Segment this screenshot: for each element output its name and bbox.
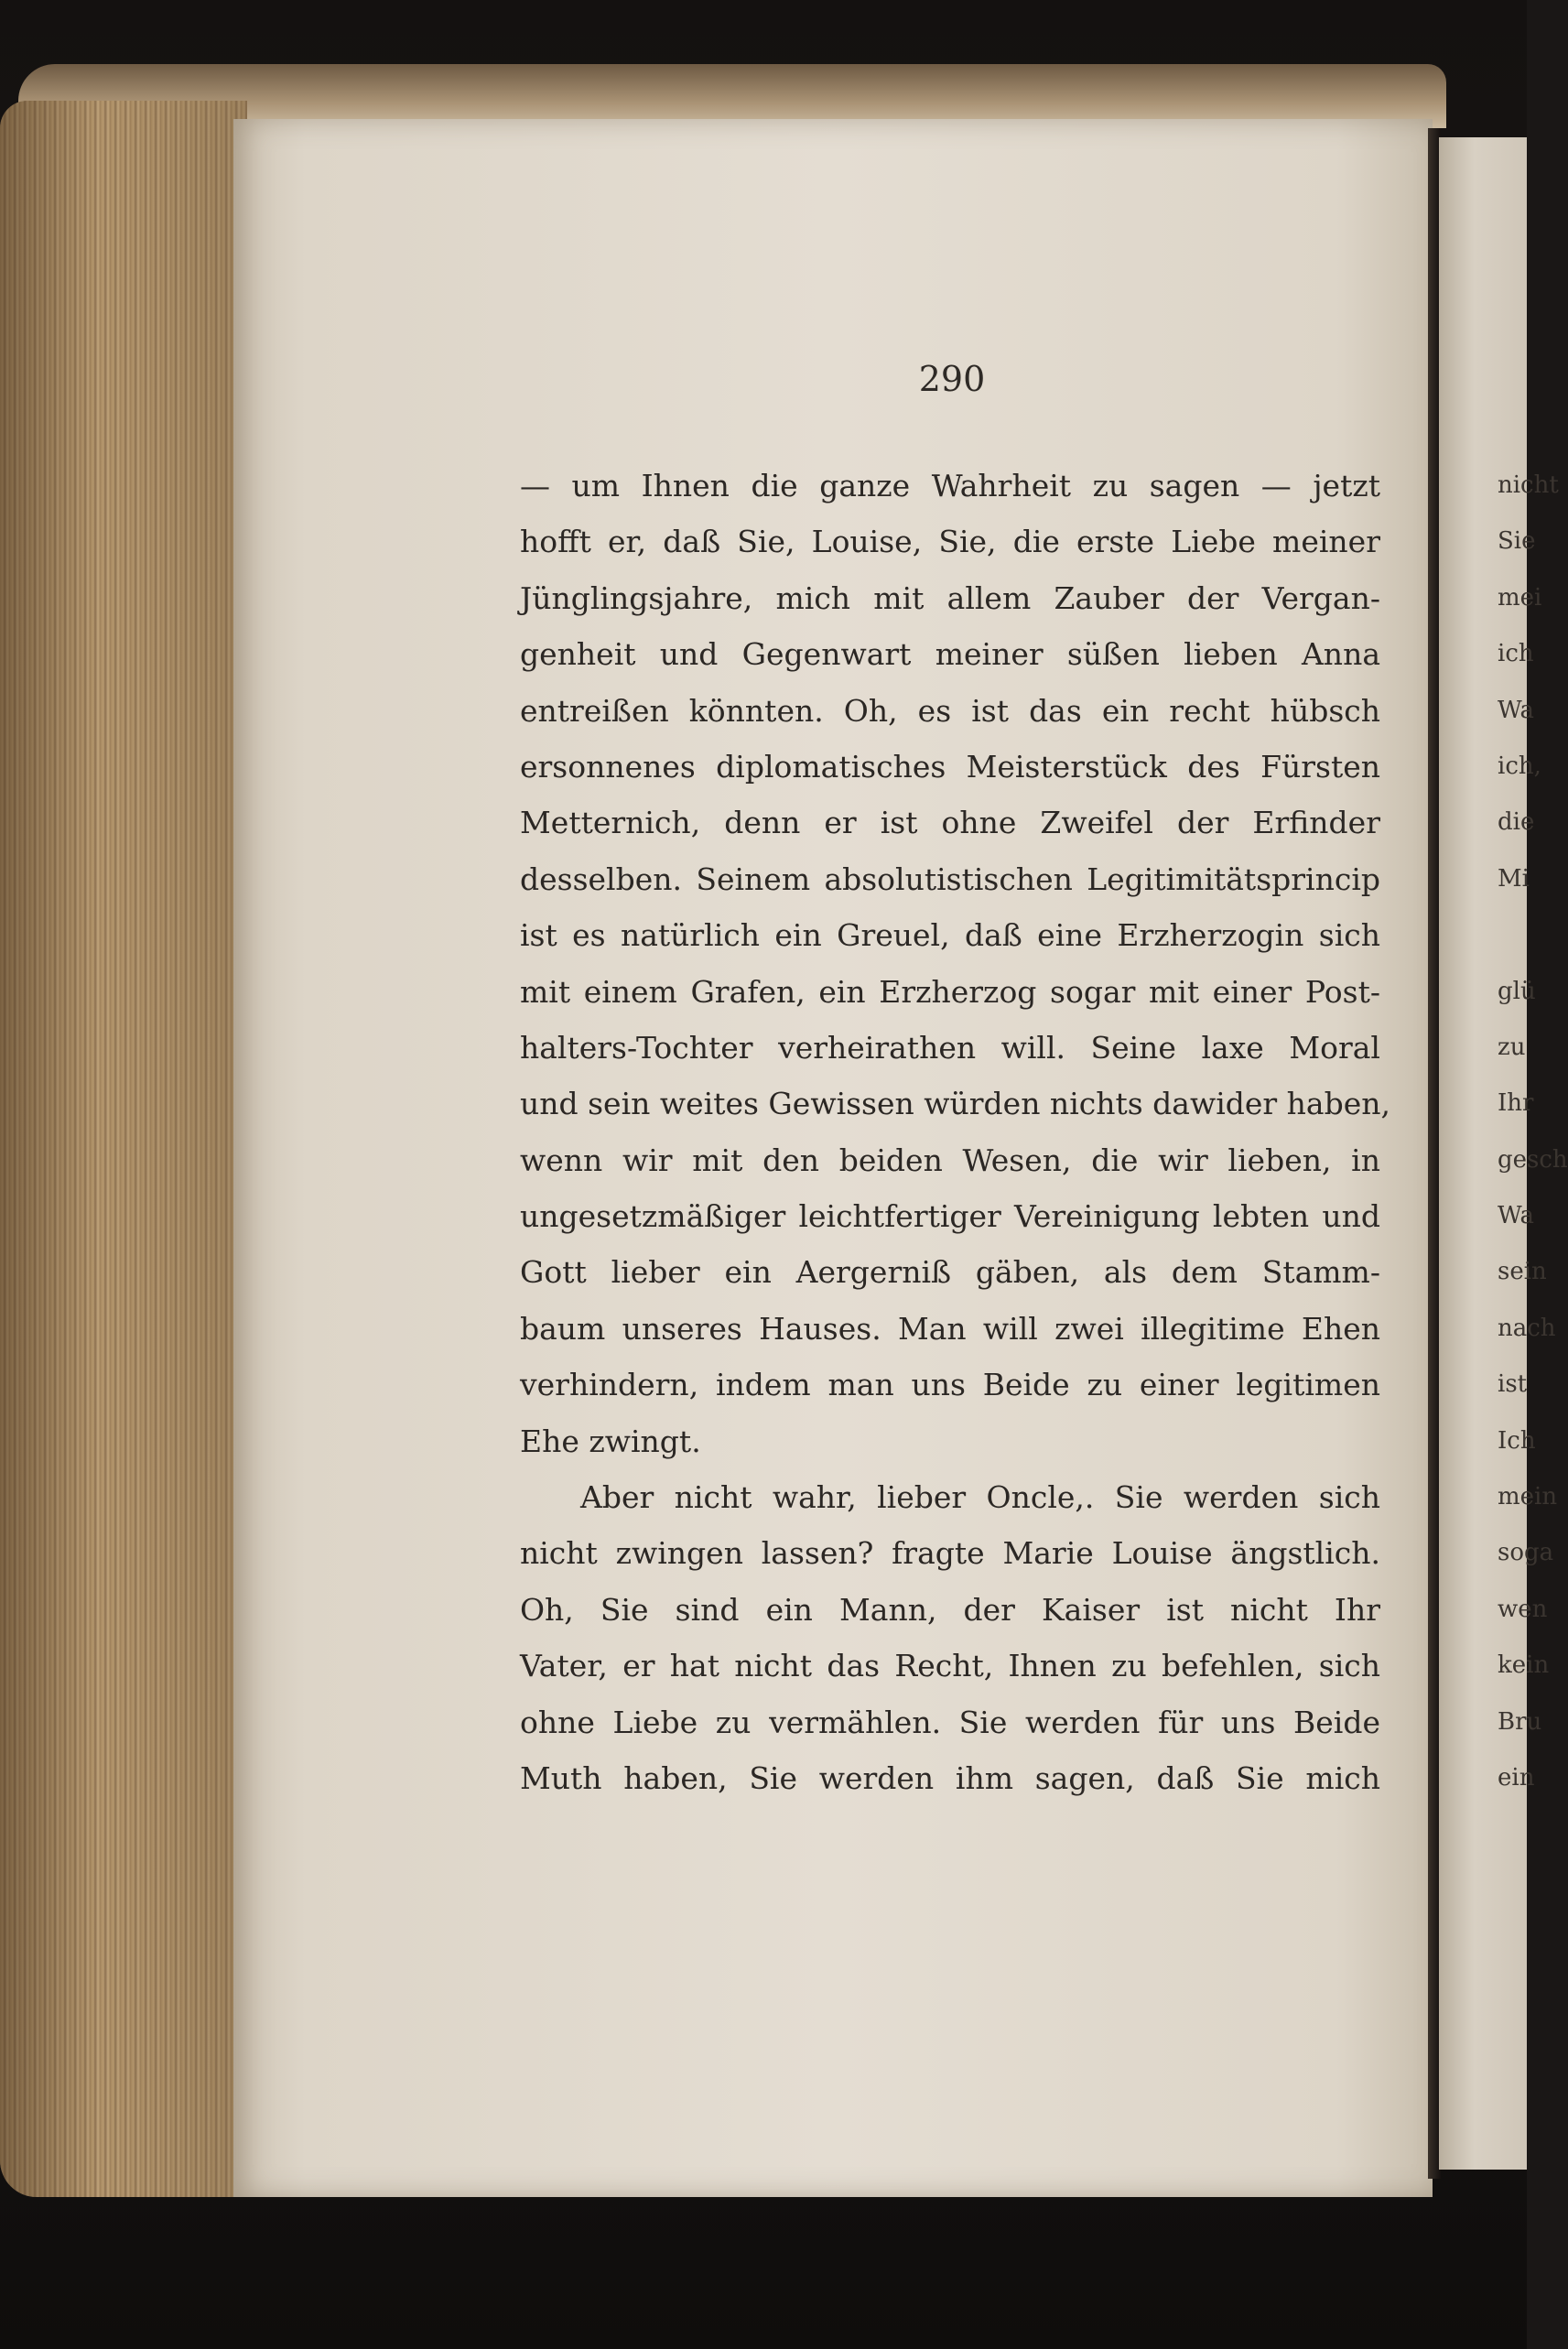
fragment: mei [1498, 583, 1542, 612]
fragment: Ich [1498, 1426, 1536, 1455]
fragment: nach [1498, 1314, 1556, 1342]
fragment: wen [1498, 1595, 1548, 1623]
fragment: soga [1498, 1539, 1554, 1567]
fragment: die [1498, 808, 1535, 837]
text-line: Ehe zwingt. [520, 1423, 701, 1459]
fragment: ist [1498, 1370, 1528, 1399]
text-line: wenn wir mit den beiden Wesen, die wir lieben, in [520, 1142, 1380, 1178]
fragment: Ihr [1498, 1089, 1534, 1118]
text-line: mit einem Grafen, ein Erzherzog sogar mit einer Post- [520, 973, 1380, 1010]
page-number: 290 [918, 359, 986, 399]
text-line: desselben. Seinem absolutistischen Legitimitätsprincip [520, 861, 1380, 897]
page-text [520, 458, 1391, 1806]
text-line: nicht zwingen lassen? fragte Marie Louise ängstlich. [520, 1535, 1380, 1572]
fragment [1498, 907, 1527, 963]
fragment: nicht [1498, 471, 1559, 499]
text-line: Oh, Sie sind ein Mann, der Kaiser ist nicht Ihr [520, 1591, 1380, 1628]
fragment: sein [1498, 1258, 1547, 1286]
text-line: ersonnenes diplomatisches Meisterstück des Fürsten [520, 748, 1380, 785]
text-line: Jünglingsjahre, mich mit allem Zauber der Vergan- [520, 579, 1380, 616]
fragment: ein [1498, 1763, 1535, 1792]
fragment: ich [1498, 640, 1534, 668]
fragment: kein [1498, 1651, 1550, 1680]
text-line: halters-Tochter verheirathen will. Seine laxe Moral [520, 1029, 1380, 1066]
fragment: Bru [1498, 1707, 1542, 1736]
text-line: ist es natürlich ein Greuel, daß eine Erzherzogin sich [520, 917, 1380, 954]
book-page-edges [0, 101, 247, 2197]
fragment: mein [1498, 1483, 1558, 1511]
fragment: zu [1498, 1033, 1526, 1061]
fragment: Sie [1498, 527, 1536, 556]
text-line: Metternich, denn er ist ohne Zweifel der Erfinder [520, 805, 1380, 841]
fragment: glü [1498, 977, 1536, 1005]
fragment: Mi [1498, 864, 1530, 893]
text-line: und sein weites Gewissen würden nichts dawider haben, [520, 1086, 1391, 1122]
fragment: ich, [1498, 752, 1541, 780]
text-line: ohne Liebe zu vermählen. Sie werden für uns Beide [520, 1704, 1380, 1740]
text-line: verhindern, indem man uns Beide zu einer legitimen [520, 1367, 1380, 1403]
fragment: gesch [1498, 1145, 1568, 1174]
text-line: hofft er, daß Sie, Louise, Sie, die erste Liebe meiner [520, 524, 1380, 560]
fragment: Wa [1498, 1202, 1534, 1230]
text-line: genheit und Gegenwart meiner süßen lieben Anna [520, 636, 1380, 673]
text-line: entreißen könnten. Oh, es ist das ein recht hübsch [520, 692, 1380, 729]
text-line: Gott lieber ein Aergerniß gäben, als dem Stamm- [520, 1254, 1380, 1291]
text-line: Muth haben, Sie werden ihm sagen, daß Sie mich [520, 1759, 1380, 1796]
fragment: Wa [1498, 696, 1534, 724]
text-line: ungesetzmäßiger leichtfertiger Vereinigung lebten und [520, 1198, 1380, 1235]
text-line: — um Ihnen die ganze Wahrheit zu sagen — jetzt [520, 468, 1380, 503]
text-line: Aber nicht wahr, lieber Oncle,. Sie werden sich [580, 1479, 1380, 1516]
text-line: Vater, er hat nicht das Recht, Ihnen zu befehlen, sich [520, 1648, 1380, 1684]
next-page-text-fragments [1498, 458, 1568, 1806]
text-line: baum unseres Hauses. Man will zwei illegitime Ehen [520, 1310, 1380, 1347]
